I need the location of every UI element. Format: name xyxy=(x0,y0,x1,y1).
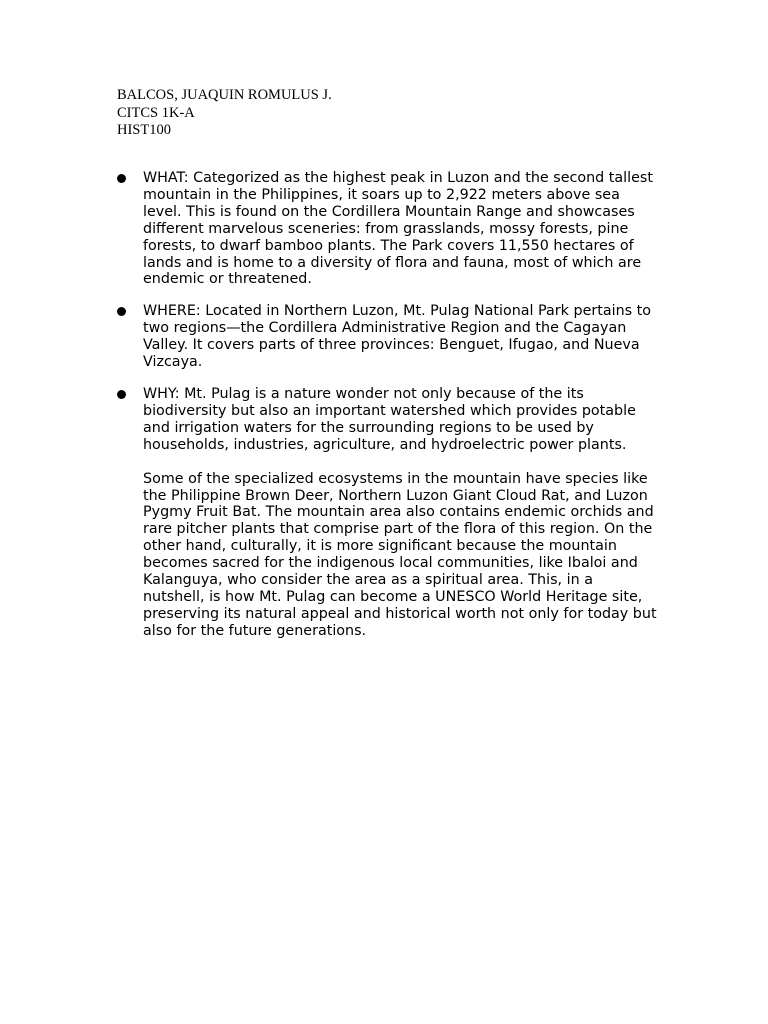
bullet-item-what xyxy=(117,170,657,288)
bullet-icon xyxy=(117,307,126,316)
bullet-text-what: WHAT: Categorized as the highest peak in Luzon and the second tallest mountain in the Philippines, it soars up to 2,922 meters above sea level. This is found on the Cordillera Mountain Range and showcases different marvelous sceneries: from grasslands, mossy forests, pine forests, to dwarf bamboo plants. The Park covers 11,550 hectares of lands and is home to a diversity of flora and fauna, most of which are endemic or threatened. xyxy=(143,170,653,288)
bullet-list xyxy=(117,170,657,655)
student-name: BALCOS, JUAQUIN ROMULUS J. xyxy=(117,87,332,103)
bullet-icon xyxy=(117,390,126,399)
student-header xyxy=(117,87,332,140)
class-section: CITCS 1K-A xyxy=(117,104,195,121)
bullet-icon xyxy=(117,174,126,183)
course-code: HIST100 xyxy=(117,122,171,138)
bullet-item-where xyxy=(117,303,657,371)
bullet-text-where: WHERE: Located in Northern Luzon, Mt. Pulag National Park pertains to two regions—the Cordillera Administrative Region and the Cagayan Valley. It covers parts of three provinces: Benguet, Ifugao, and Nueva Vizcaya. xyxy=(143,303,651,371)
bullet-item-why xyxy=(117,386,657,640)
why-continuation-paragraph: Some of the specialized ecosystems in the mountain have species like the Philippine Brown Deer, Northern Luzon Giant Cloud Rat, and Luzon Pygmy Fruit Bat. The mountain area also contains endemic orchids and rare pitcher plants that comprise part of the flora of this region. On the other hand, culturally, it is more significant because the mountain becomes sacred for the indigenous local communities, like Ibaloi and Kalanguya, who consider the area as a spiritual area. This, in a nutshell, is how Mt. Pulag can become a UNESCO World Heritage site, preserving its natural appeal and historical worth not only for today but also for the future generations. xyxy=(143,470,657,639)
bullet-text-why: WHY: Mt. Pulag is a nature wonder not only because of the its biodiversity but also an important watershed which provides potable and irrigation waters for the surrounding regions to be used by households, industries, agriculture, and hydroelectric power plants. xyxy=(143,385,636,453)
